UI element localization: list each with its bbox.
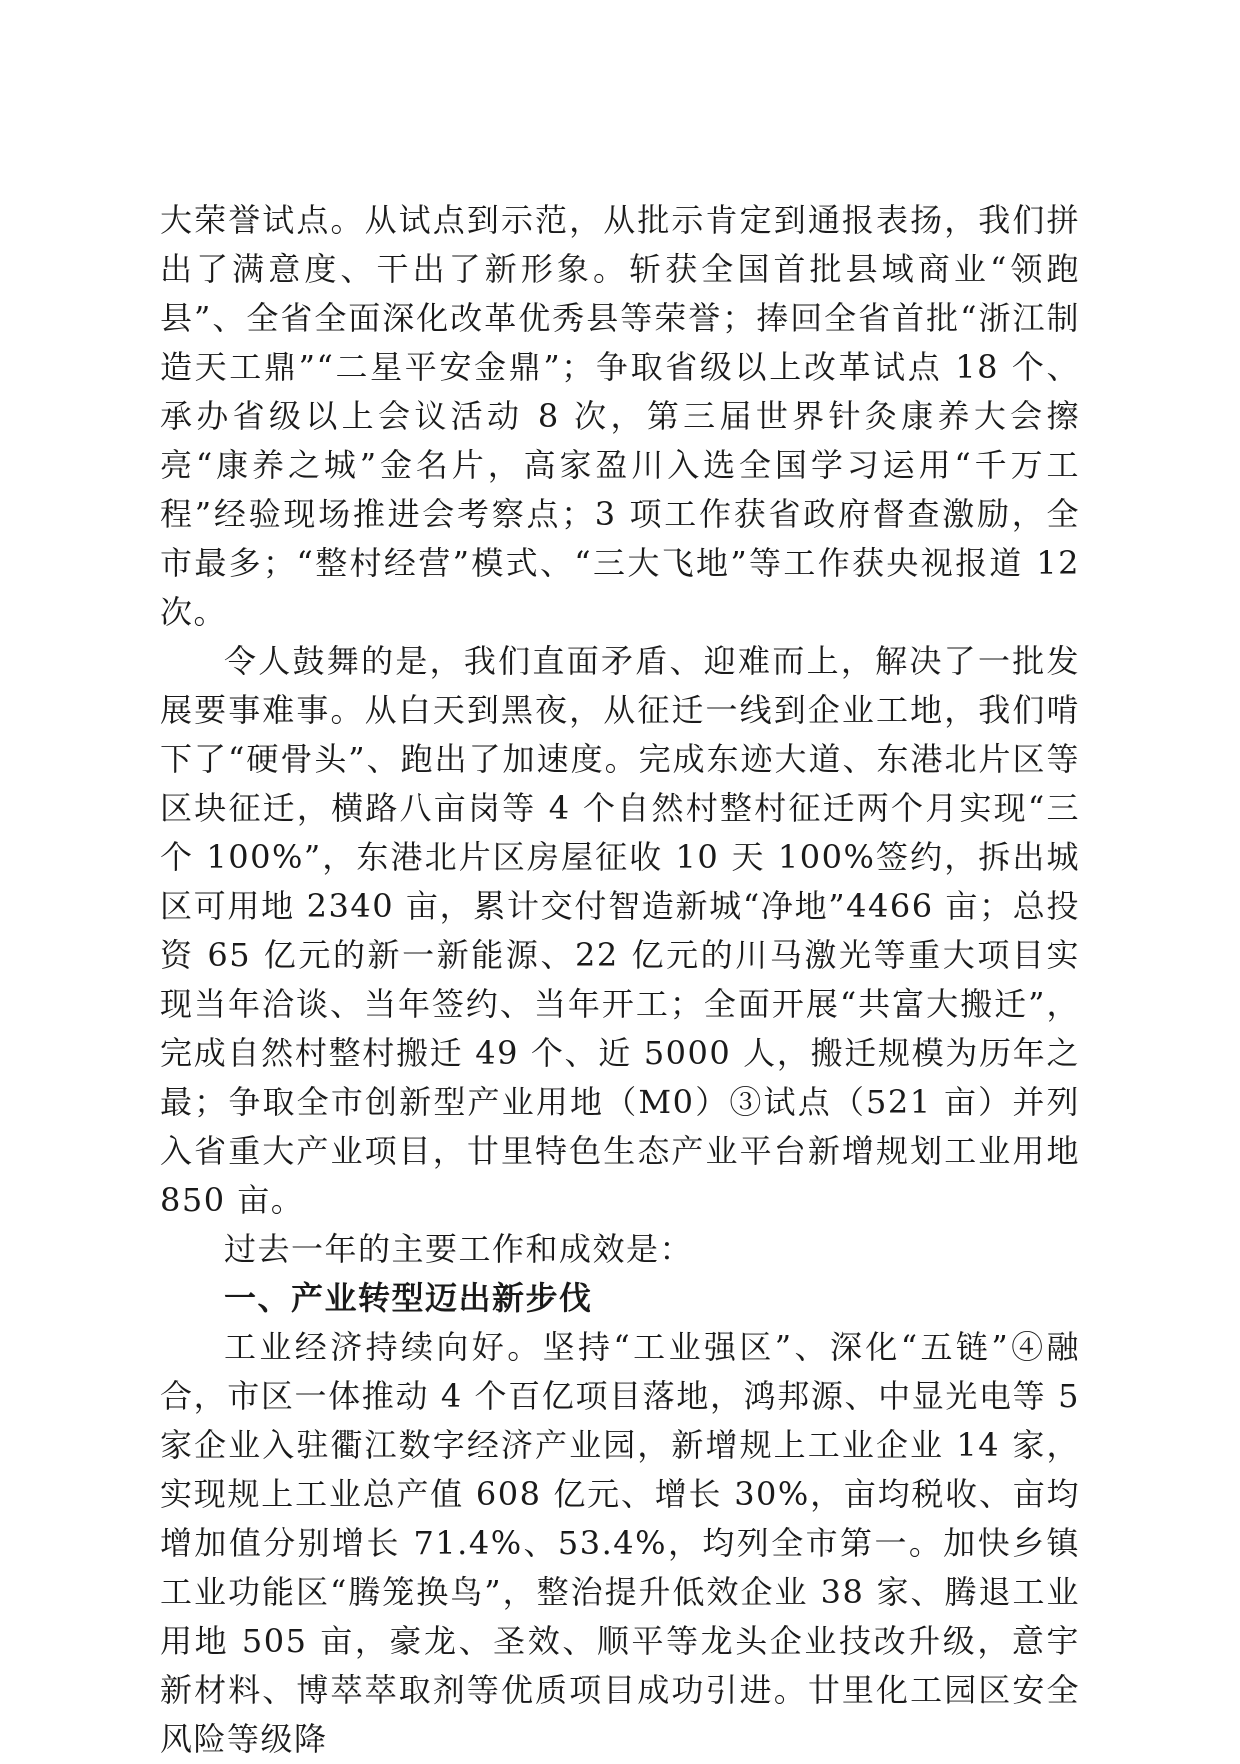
document-page xyxy=(160,196,1080,1758)
section-heading: 一、产业转型迈出新步伐 xyxy=(224,1279,593,1317)
paragraph-summary-intro: 过去一年的主要工作和成效是： xyxy=(224,1230,694,1268)
paragraph-industry: 工业经济持续向好。坚持“工业强区”、深化“五链”④融合，市区一体推动 4 个百亿项目落地，鸿邦源、中显光电等 5 家企业入驻衢江数字经济产业园，新增规上工业企业 14 家，实现规上工业总产值 608 亿元、增长 30%，亩均税收、亩均增加值分别增长 71.4%、53.4%，均列全市第一。加快乡镇工业功能区“腾笼换鸟”，整治提升低效企业 38 家、腾退工业用地 505 亩，豪龙、圣效、顺平等龙头企业技改升级，意宇新材料、博萃萃取剂等优质项目成功引进。廿里化工园区安全风险等级降 xyxy=(160,1328,1080,1758)
paragraph-difficulties: 令人鼓舞的是，我们直面矛盾、迎难而上，解决了一批发展要事难事。从白天到黑夜，从征迁一线到企业工地，我们啃下了“硬骨头”、跑出了加速度。完成东迹大道、东港北片区等区块征迁，横路八亩岗等 4 个自然村整村征迁两个月实现“三个 100%”，东港北片区房屋征收 10 天 100%签约，拆出城区可用地 2340 亩，累计交付智造新城“净地”4466 亩；总投资 65 亿元的新一新能源、22 亿元的川马激光等重大项目实现当年洽谈、当年签约、当年开工；全面开展“共富大搬迁”，完成自然村整村搬迁 49 个、近 5000 人，搬迁规模为历年之最；争取全市创新型产业用地（M0）③试点（521 亩）并列入省重大产业项目，廿里特色生态产业平台新增规划工业用地 850 亩。 xyxy=(160,642,1080,1219)
paragraph-continued: 大荣誉试点。从试点到示范，从批示肯定到通报表扬，我们拼出了满意度、干出了新形象。斩获全国首批县域商业“领跑县”、全省全面深化改革优秀县等荣誉；捧回全省首批“浙江制造天工鼎”“二星平安金鼎”；争取省级以上改革试点 18 个、承办省级以上会议活动 8 次，第三届世界针灸康养大会擦亮“康养之城”金名片，高家盈川入选全国学习运用“千万工程”经验现场推进会考察点；3 项工作获省政府督查激励，全市最多；“整村经营”模式、“三大飞地”等工作获央视报道 12 次。 xyxy=(160,201,1080,631)
